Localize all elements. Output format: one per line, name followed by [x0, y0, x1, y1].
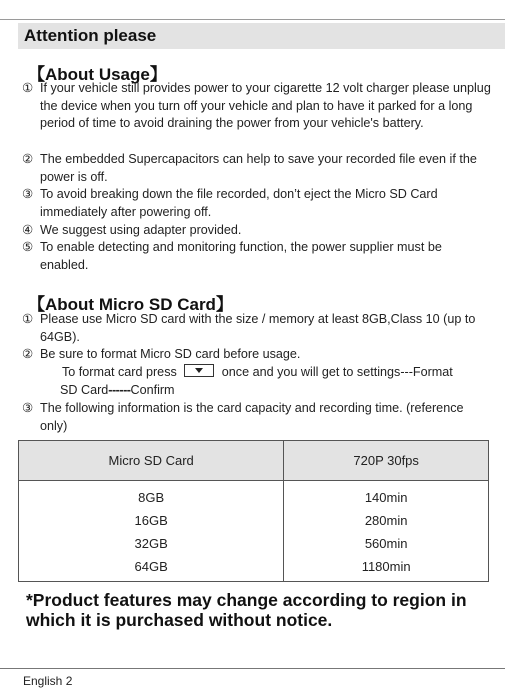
item-number: ① [22, 312, 34, 326]
cell-capacity: 16GB [19, 509, 284, 532]
column-header-resolution: 720P 30fps [284, 441, 489, 481]
item-text: If your vehicle still provides power to your cigarette 12 volt charger please unplug the device when you turn off your vehicle and plan to have it parked for a long period of time to avoid draining the power from your vehicle's battery. [40, 81, 491, 131]
format-text-a: To format card press [62, 365, 177, 379]
item-number: ④ [22, 223, 34, 237]
sd-item-1 [22, 311, 492, 346]
cell-duration: 280min [284, 509, 489, 532]
table-row [19, 509, 489, 532]
format-text-b: once and you will get to settings---Format [221, 365, 453, 379]
cell-capacity: 8GB [19, 481, 284, 510]
footer-rule [0, 668, 505, 669]
section-title-sd-card: 【About Micro SD Card】 [28, 295, 233, 314]
usage-item-1 [22, 80, 492, 133]
format-instruction-cont [60, 382, 175, 400]
format-text-d: Confirm [130, 383, 175, 397]
item-text: Be sure to format Micro SD card before usage. [40, 347, 301, 361]
item-number: ② [22, 347, 34, 361]
item-number: ③ [22, 401, 34, 415]
notice-text: *Product features may change according to region in which it is purchased without notice. [26, 590, 467, 630]
table-row [19, 532, 489, 555]
capacity-table [18, 440, 489, 582]
usage-item-5 [22, 239, 492, 274]
table-row [19, 555, 489, 582]
page-footer: English 2 [23, 674, 73, 688]
sd-item-2 [22, 346, 492, 364]
item-number: ③ [22, 187, 34, 201]
format-dashes: ------ [108, 383, 131, 397]
item-text: We suggest using adapter provided. [40, 223, 242, 237]
item-text: To avoid breaking down the file recorded, don’t eject the Micro SD Card immediately after powering off. [40, 187, 438, 219]
down-button-icon [184, 364, 214, 377]
column-header-card: Micro SD Card [19, 441, 284, 481]
attention-header [18, 23, 505, 49]
cell-capacity: 64GB [19, 555, 284, 582]
format-text-c: SD Card [60, 383, 109, 397]
cell-duration: 1180min [284, 555, 489, 582]
top-rule [0, 19, 505, 20]
item-number: ⑤ [22, 240, 34, 254]
section-title-usage: 【About Usage】 [28, 65, 167, 84]
item-text: To enable detecting and monitoring function, the power supplier must be enabled. [40, 240, 442, 272]
table-row [19, 481, 489, 510]
usage-item-4 [22, 222, 492, 240]
product-notice [26, 590, 505, 630]
page-title: Attention please [24, 26, 157, 45]
table-header-row [19, 441, 489, 481]
item-text: Please use Micro SD card with the size / memory at least 8GB,Class 10 (up to 64GB). [40, 312, 476, 344]
usage-item-2 [22, 151, 492, 186]
usage-item-3 [22, 186, 492, 221]
item-text: The following information is the card capacity and recording time. (reference only) [40, 401, 464, 433]
cell-duration: 560min [284, 532, 489, 555]
cell-duration: 140min [284, 481, 489, 510]
item-text: The embedded Supercapacitors can help to save your recorded file even if the power is off. [40, 152, 477, 184]
item-number: ② [22, 152, 34, 166]
item-number: ① [22, 81, 34, 95]
cell-capacity: 32GB [19, 532, 284, 555]
sd-item-3 [22, 400, 492, 435]
format-instruction [62, 364, 492, 382]
